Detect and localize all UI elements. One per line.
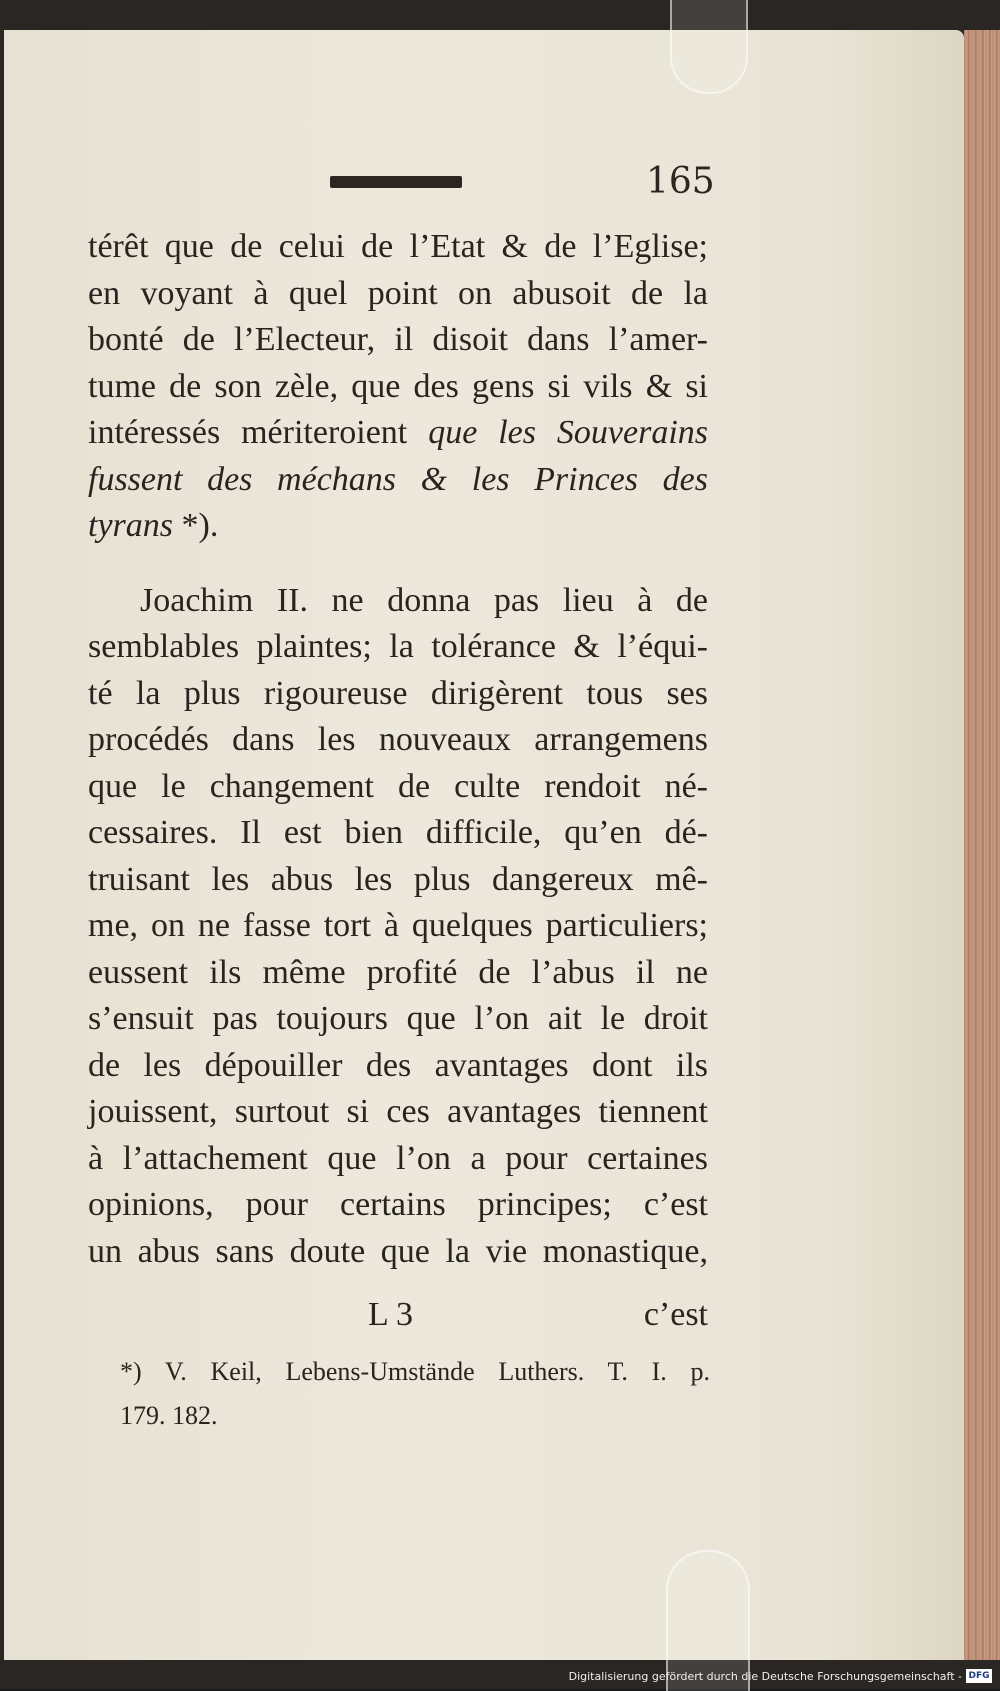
text-line: procédés dans les nouveaux arrangemens [88, 721, 708, 758]
italic-fragment: que les Souverains [428, 414, 709, 451]
credit-text: Digitalisierung gefördert durch die Deutsche Forschungsgemeinschaft - [568, 1669, 962, 1683]
signature-mark: L 3 [368, 1296, 414, 1333]
page-clip-top [670, 0, 748, 94]
text-line: semblables plaintes; la tolérance & l’équi- [88, 628, 708, 665]
text-line: s’ensuit pas toujours que l’on ait le droit [88, 1000, 708, 1037]
text-line: truisant les abus les plus dangereux mê- [88, 860, 708, 898]
text-line: me, on ne fasse tort à quelques particuliers; [88, 907, 708, 944]
text-line: té la plus rigoureuse dirigèrent tous ses [88, 674, 708, 712]
page-edges [964, 30, 1000, 1660]
dfg-logo-icon: DFG [966, 1669, 992, 1683]
text-line [88, 410, 708, 457]
catchword: c’est [643, 1296, 708, 1333]
text-line: de les dépouiller des avantages dont ils [88, 1046, 708, 1084]
text-line: à l’attachement que l’on a pour certaines [88, 1139, 708, 1177]
text-fragment: intéressés mériteroient [88, 414, 408, 451]
text-line: jouissent, surtout si ces avantages tiennent [88, 1093, 708, 1130]
footnote-ref: *). [173, 507, 219, 544]
footnote [120, 1350, 710, 1438]
footnote-line: 179. 182. [120, 1401, 218, 1430]
text-line: térêt que de celui de l’Etat & de l’Eglise; [88, 228, 708, 265]
text-line: bonté de l’Electeur, il disoit dans l’amer- [88, 321, 708, 358]
page-number: 165 [646, 161, 715, 202]
footnote-line: *) V. Keil, Lebens-Umstände Luthers. T. I. p. [120, 1357, 710, 1386]
body-text [88, 224, 708, 1275]
text-line: opinions, pour certains principes; c’est [88, 1186, 708, 1223]
header-ornament [330, 176, 462, 188]
italic-fragment: tyrans [88, 507, 173, 544]
text-line: un abus sans doute que la vie monastique, [88, 1232, 708, 1270]
text-line: que le changement de culte rendoit né- [88, 767, 708, 805]
text-line: eussent ils même profité de l’abus il ne [88, 953, 708, 991]
digitization-credit [569, 1667, 992, 1685]
text-line: en voyant à quel point on abusoit de la [88, 274, 708, 312]
text-line: fussent des méchans & les Princes des [88, 460, 708, 498]
text-line: tume de son zèle, que des gens si vils & si [88, 367, 708, 405]
text-line [88, 503, 708, 550]
text-line: cessaires. Il est bien difficile, qu’en dé- [88, 814, 708, 851]
signature-row [88, 1296, 708, 1342]
text-line: Joachim II. ne donna pas lieu à de [140, 581, 708, 619]
